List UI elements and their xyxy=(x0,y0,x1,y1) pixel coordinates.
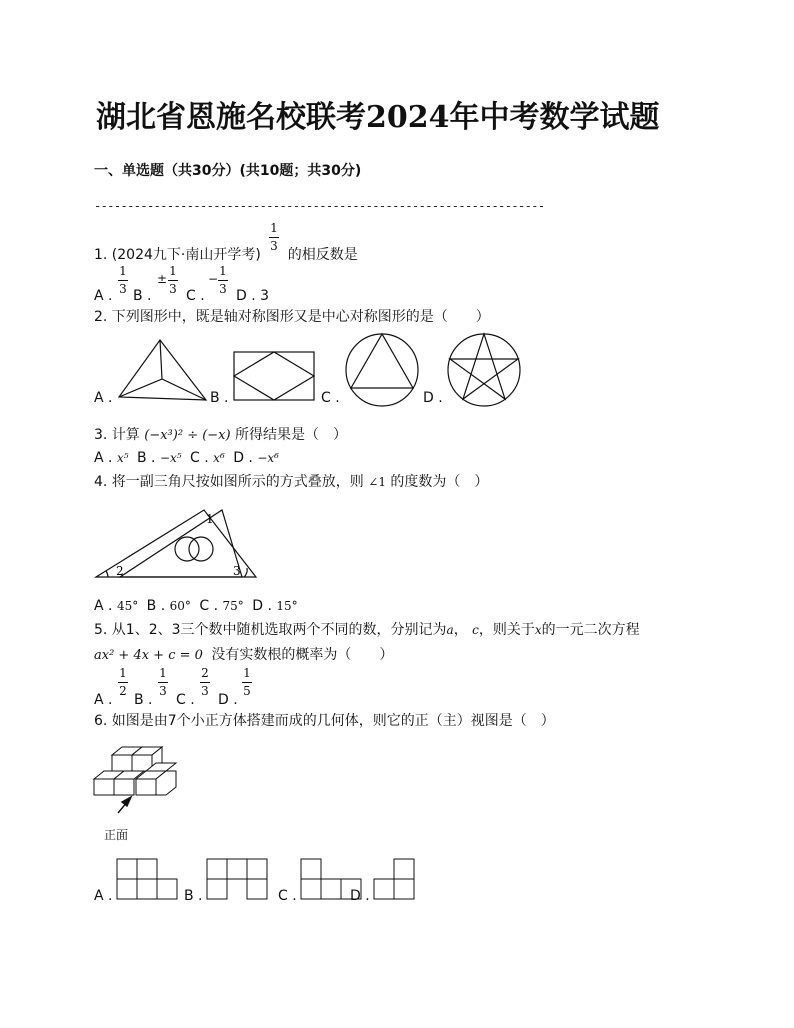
q4-option-d[interactable]: D . 15° xyxy=(252,598,298,614)
q4-options xyxy=(94,598,298,614)
q4-stem-prefix: 4. 将一副三角尺按如图所示的方式叠放，则 xyxy=(94,474,364,490)
question-3 xyxy=(94,424,347,444)
q1-stem-suffix: 的相反数是 xyxy=(287,247,358,263)
q3-options xyxy=(94,450,279,466)
q5-option-c-fraction: 2 3 xyxy=(201,666,209,698)
question-4 xyxy=(94,471,488,491)
q5-option-d-fraction: 1 5 xyxy=(243,666,251,698)
q4-label-3: 3 xyxy=(233,564,241,578)
question-2: 2. 下列图形中，既是轴对称图形又是中心对称图形的是（ ） xyxy=(94,309,490,325)
q4-option-a[interactable]: A . 45° xyxy=(94,598,139,614)
q6-option-d[interactable]: D . xyxy=(350,888,370,904)
q2-figures xyxy=(94,336,794,408)
q1-stem-prefix: 1. (2024九下·南山开学考) xyxy=(94,247,261,263)
q1-option-a[interactable]: A . xyxy=(94,288,113,304)
q6-solid-figure xyxy=(92,745,182,815)
q5-option-d[interactable]: D . xyxy=(218,692,238,708)
q4-option-b[interactable]: B . 60° xyxy=(146,598,191,614)
q6-option-c[interactable]: C . xyxy=(278,888,297,904)
q2-figure-b xyxy=(234,352,314,400)
q5-option-a-fraction: 1 2 xyxy=(119,666,127,698)
question-6: 6. 如图是由7个小正方体搭建而成的几何体，则它的正（主）视图是（ ） xyxy=(94,713,555,729)
q2-option-c[interactable]: C . xyxy=(321,390,340,406)
q3-stem-suffix: 所得结果是（ ） xyxy=(235,427,348,443)
q4-figure xyxy=(94,505,264,580)
q4-angle: ∠1 xyxy=(368,475,386,489)
q6-figure-b xyxy=(207,859,267,899)
q6-front-label: 正面 xyxy=(104,828,129,842)
q5-option-a[interactable]: A . xyxy=(94,692,113,708)
question-5-line2: ax² + 4x + c = 0 没有实数根的概率为（ ） xyxy=(94,647,394,663)
q3-option-b[interactable]: B . −x⁵ xyxy=(136,450,182,466)
question-5-line1: 5. 从1、2、3三个数中随机选取两个不同的数，分别记为a， c，则关于x的一元二次方程 xyxy=(94,622,640,638)
q1-option-c[interactable]: C . xyxy=(186,288,205,304)
q4-label-2: 2 xyxy=(116,564,124,578)
q4-label-1: 1 xyxy=(206,512,214,526)
q4-stem-suffix: 的度数为（ ） xyxy=(390,474,489,490)
q2-option-a[interactable]: A . xyxy=(94,390,113,406)
q2-figure-d xyxy=(448,334,520,406)
q2-figure-a xyxy=(119,340,206,400)
page-title: 湖北省恩施名校联考2024年中考数学试题 xyxy=(96,100,660,135)
q2-figure-c xyxy=(346,334,418,406)
q1-option-b-fraction: 1 3 xyxy=(169,264,177,296)
q5-option-b[interactable]: B . xyxy=(134,692,153,708)
q5-equation: ax² + 4x + c = 0 xyxy=(94,648,203,663)
q4-option-c[interactable]: C . 75° xyxy=(199,598,244,614)
q2-option-d[interactable]: D . xyxy=(423,390,443,406)
q6-option-figures xyxy=(94,856,424,902)
q1-fraction: 1 3 xyxy=(270,221,278,253)
q6-figure-d xyxy=(374,859,414,899)
divider-line: -------------------------------------------------------------------- xyxy=(94,199,545,213)
q2-option-b[interactable]: B . xyxy=(210,390,229,406)
q3-option-c[interactable]: C . x⁶ xyxy=(190,450,225,466)
q5-option-b-fraction: 1 3 xyxy=(159,666,167,698)
q3-stem-prefix: 3. 计算 xyxy=(94,427,140,443)
q1-option-c-sign: − xyxy=(208,272,219,286)
q5-var-c: c xyxy=(472,623,479,637)
q1-option-d[interactable]: D . 3 xyxy=(236,288,270,304)
q5-var-a: a xyxy=(446,623,454,637)
q6-option-b[interactable]: B . xyxy=(184,888,203,904)
q3-option-d[interactable]: D . −x⁶ xyxy=(233,450,279,466)
section-heading: 一、单选题（共30分）(共10题；共30分) xyxy=(94,163,362,179)
q1-option-b[interactable]: B . xyxy=(133,288,152,304)
q5-var-x: x xyxy=(534,623,542,637)
q3-option-a[interactable]: A . x⁵ xyxy=(94,450,129,466)
q5-option-c[interactable]: C . xyxy=(176,692,195,708)
question-1 xyxy=(94,244,358,264)
q6-figure-a xyxy=(117,859,177,899)
q6-option-a[interactable]: A . xyxy=(94,888,113,904)
q1-option-a-fraction: 1 3 xyxy=(119,264,127,296)
q3-expression: (−x³)² ÷ (−x) xyxy=(144,428,231,443)
q1-option-c-fraction: 1 3 xyxy=(219,264,227,296)
q1-option-b-sign: ± xyxy=(157,272,168,286)
